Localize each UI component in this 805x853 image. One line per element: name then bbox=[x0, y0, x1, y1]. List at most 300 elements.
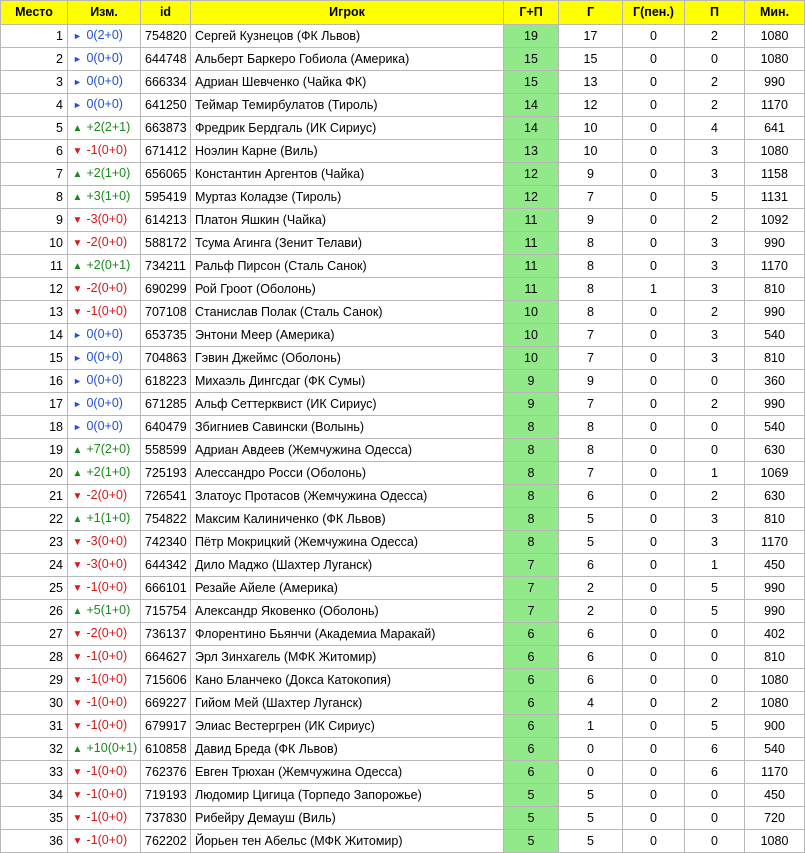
player-cell[interactable]: Платон Яшкин (Чайка) bbox=[191, 209, 504, 232]
goals-plus-assists-cell: 11 bbox=[504, 278, 559, 301]
id-cell: 704863 bbox=[141, 347, 191, 370]
penalty-goals-cell: 0 bbox=[623, 439, 685, 462]
id-cell: 725193 bbox=[141, 462, 191, 485]
minutes-cell: 810 bbox=[745, 508, 805, 531]
minutes-cell: 1131 bbox=[745, 186, 805, 209]
header-minutes[interactable]: Мин. bbox=[745, 1, 805, 25]
change-indicator bbox=[72, 255, 130, 277]
minutes-cell: 1080 bbox=[745, 140, 805, 163]
change-indicator bbox=[72, 485, 127, 507]
arrow-up-icon: ▲ bbox=[72, 169, 83, 180]
player-cell[interactable]: Теймар Темирбулатов (Тироль) bbox=[191, 94, 504, 117]
minutes-cell: 990 bbox=[745, 71, 805, 94]
minutes-cell: 1158 bbox=[745, 163, 805, 186]
table-row bbox=[1, 646, 805, 669]
goals-cell: 7 bbox=[559, 324, 623, 347]
table-row bbox=[1, 738, 805, 761]
place-cell: 8 bbox=[1, 186, 68, 209]
penalty-goals-cell: 0 bbox=[623, 186, 685, 209]
player-cell[interactable]: Константин Аргентов (Чайка) bbox=[191, 163, 504, 186]
goals-cell: 15 bbox=[559, 48, 623, 71]
goals-cell: 0 bbox=[559, 738, 623, 761]
player-cell[interactable]: Йорьен тен Абельс (МФК Житомир) bbox=[191, 830, 504, 853]
place-cell: 6 bbox=[1, 140, 68, 163]
goals-plus-assists-cell: 12 bbox=[504, 163, 559, 186]
goals-cell: 9 bbox=[559, 209, 623, 232]
change-cell bbox=[68, 416, 141, 439]
player-cell[interactable]: Элиас Вестергрен (ИК Сириус) bbox=[191, 715, 504, 738]
table-row bbox=[1, 393, 805, 416]
minutes-cell: 540 bbox=[745, 324, 805, 347]
table-row bbox=[1, 416, 805, 439]
goals-cell: 5 bbox=[559, 830, 623, 853]
header-change[interactable]: Изм. bbox=[68, 1, 141, 25]
assists-cell: 0 bbox=[685, 669, 745, 692]
change-value: -1(0+0) bbox=[86, 649, 128, 663]
penalty-goals-cell: 0 bbox=[623, 25, 685, 48]
place-cell: 2 bbox=[1, 48, 68, 71]
minutes-cell: 1080 bbox=[745, 669, 805, 692]
goals-plus-assists-cell: 11 bbox=[504, 255, 559, 278]
place-cell: 19 bbox=[1, 439, 68, 462]
goals-plus-assists-cell: 19 bbox=[504, 25, 559, 48]
id-cell: 726541 bbox=[141, 485, 191, 508]
player-cell[interactable]: Фредрик Бердгаль (ИК Сириус) bbox=[191, 117, 504, 140]
player-cell[interactable]: Кано Бланчеко (Докса Катокопия) bbox=[191, 669, 504, 692]
player-cell[interactable]: Альберт Баркеро Гобиола (Америка) bbox=[191, 48, 504, 71]
change-value: 0(0+0) bbox=[86, 396, 123, 410]
id-cell: 715606 bbox=[141, 669, 191, 692]
id-cell: 690299 bbox=[141, 278, 191, 301]
assists-cell: 0 bbox=[685, 646, 745, 669]
player-cell[interactable]: Златоус Протасов (Жемчужина Одесса) bbox=[191, 485, 504, 508]
player-cell[interactable]: Резайе Айеле (Америка) bbox=[191, 577, 504, 600]
place-cell: 28 bbox=[1, 646, 68, 669]
goals-plus-assists-cell: 6 bbox=[504, 669, 559, 692]
change-cell bbox=[68, 669, 141, 692]
header-assists[interactable]: П bbox=[685, 1, 745, 25]
table-row bbox=[1, 71, 805, 94]
minutes-cell: 720 bbox=[745, 807, 805, 830]
change-cell bbox=[68, 738, 141, 761]
penalty-goals-cell: 0 bbox=[623, 623, 685, 646]
change-value: 0(0+0) bbox=[86, 74, 123, 88]
change-cell bbox=[68, 140, 141, 163]
change-cell bbox=[68, 186, 141, 209]
minutes-cell: 1080 bbox=[745, 830, 805, 853]
goals-cell: 6 bbox=[559, 485, 623, 508]
id-cell: 715754 bbox=[141, 600, 191, 623]
assists-cell: 1 bbox=[685, 554, 745, 577]
player-cell[interactable]: Давид Бреда (ФК Львов) bbox=[191, 738, 504, 761]
table-row bbox=[1, 531, 805, 554]
player-cell[interactable]: Рибейру Демауш (Виль) bbox=[191, 807, 504, 830]
player-cell[interactable]: Тсума Агинга (Зенит Телави) bbox=[191, 232, 504, 255]
assists-cell: 2 bbox=[685, 94, 745, 117]
change-indicator bbox=[72, 324, 123, 346]
goals-cell: 4 bbox=[559, 692, 623, 715]
assists-cell: 3 bbox=[685, 508, 745, 531]
table-row bbox=[1, 807, 805, 830]
penalty-goals-cell: 0 bbox=[623, 232, 685, 255]
goals-cell: 8 bbox=[559, 416, 623, 439]
change-indicator bbox=[72, 646, 127, 668]
change-value: +2(1+0) bbox=[86, 166, 131, 180]
goals-plus-assists-cell: 6 bbox=[504, 623, 559, 646]
arrow-down-icon: ▼ bbox=[72, 307, 83, 318]
arrow-right-icon: ► bbox=[73, 100, 82, 110]
arrow-down-icon: ▼ bbox=[72, 491, 83, 502]
goals-plus-assists-cell: 10 bbox=[504, 324, 559, 347]
penalty-goals-cell: 0 bbox=[623, 531, 685, 554]
change-indicator bbox=[72, 692, 127, 714]
change-cell bbox=[68, 48, 141, 71]
change-value: -1(0+0) bbox=[86, 580, 128, 594]
change-cell bbox=[68, 830, 141, 853]
change-indicator bbox=[72, 830, 127, 852]
header-goals[interactable]: Г bbox=[559, 1, 623, 25]
goals-cell: 8 bbox=[559, 301, 623, 324]
penalty-goals-cell: 0 bbox=[623, 761, 685, 784]
arrow-down-icon: ▼ bbox=[72, 560, 83, 571]
table-row bbox=[1, 669, 805, 692]
place-cell: 3 bbox=[1, 71, 68, 94]
goals-cell: 8 bbox=[559, 439, 623, 462]
arrow-right-icon: ► bbox=[73, 422, 82, 432]
change-indicator bbox=[72, 531, 127, 553]
change-value: -3(0+0) bbox=[86, 212, 128, 226]
goals-cell: 5 bbox=[559, 807, 623, 830]
change-cell bbox=[68, 71, 141, 94]
change-indicator bbox=[72, 761, 127, 783]
goals-plus-assists-cell: 11 bbox=[504, 232, 559, 255]
change-indicator bbox=[72, 186, 130, 208]
place-cell: 25 bbox=[1, 577, 68, 600]
change-cell bbox=[68, 25, 141, 48]
penalty-goals-cell: 0 bbox=[623, 94, 685, 117]
goals-plus-assists-cell: 10 bbox=[504, 301, 559, 324]
penalty-goals-cell: 0 bbox=[623, 462, 685, 485]
goals-cell: 5 bbox=[559, 784, 623, 807]
place-cell: 32 bbox=[1, 738, 68, 761]
arrow-right-icon: ► bbox=[73, 353, 82, 363]
player-cell[interactable]: Рой Гроот (Оболонь) bbox=[191, 278, 504, 301]
goals-plus-assists-cell: 8 bbox=[504, 508, 559, 531]
table-row bbox=[1, 623, 805, 646]
player-cell[interactable]: Альф Сеттерквист (ИК Сириус) bbox=[191, 393, 504, 416]
change-indicator bbox=[72, 140, 127, 162]
arrow-down-icon: ▼ bbox=[72, 698, 83, 709]
goals-plus-assists-cell: 6 bbox=[504, 692, 559, 715]
table-row bbox=[1, 692, 805, 715]
table-row bbox=[1, 255, 805, 278]
assists-cell: 0 bbox=[685, 48, 745, 71]
id-cell: 754822 bbox=[141, 508, 191, 531]
id-cell: 719193 bbox=[141, 784, 191, 807]
goals-cell: 6 bbox=[559, 623, 623, 646]
id-cell: 663873 bbox=[141, 117, 191, 140]
id-cell: 653735 bbox=[141, 324, 191, 347]
change-indicator bbox=[72, 577, 127, 599]
id-cell: 707108 bbox=[141, 301, 191, 324]
goals-plus-assists-cell: 5 bbox=[504, 784, 559, 807]
goals-plus-assists-cell: 8 bbox=[504, 485, 559, 508]
table-row bbox=[1, 278, 805, 301]
player-cell[interactable]: Сергей Кузнецов (ФК Львов) bbox=[191, 25, 504, 48]
minutes-cell: 402 bbox=[745, 623, 805, 646]
place-cell: 20 bbox=[1, 462, 68, 485]
arrow-right-icon: ► bbox=[73, 376, 82, 386]
goals-cell: 10 bbox=[559, 140, 623, 163]
arrow-down-icon: ▼ bbox=[72, 767, 83, 778]
player-cell[interactable]: Гийом Мей (Шахтер Луганск) bbox=[191, 692, 504, 715]
penalty-goals-cell: 0 bbox=[623, 646, 685, 669]
change-indicator bbox=[72, 416, 123, 438]
assists-cell: 3 bbox=[685, 531, 745, 554]
goals-cell: 6 bbox=[559, 554, 623, 577]
place-cell: 11 bbox=[1, 255, 68, 278]
change-indicator bbox=[72, 554, 127, 576]
penalty-goals-cell: 0 bbox=[623, 416, 685, 439]
id-cell: 644748 bbox=[141, 48, 191, 71]
assists-cell: 0 bbox=[685, 439, 745, 462]
player-cell[interactable]: Флорентино Бьянчи (Академиа Маракай) bbox=[191, 623, 504, 646]
player-cell[interactable]: Ральф Пирсон (Сталь Санок) bbox=[191, 255, 504, 278]
assists-cell: 0 bbox=[685, 623, 745, 646]
player-cell[interactable]: Адриан Шевченко (Чайка ФК) bbox=[191, 71, 504, 94]
assists-cell: 3 bbox=[685, 347, 745, 370]
arrow-up-icon: ▲ bbox=[72, 606, 83, 617]
goals-cell: 6 bbox=[559, 646, 623, 669]
player-cell[interactable]: Алессандро Росси (Оболонь) bbox=[191, 462, 504, 485]
arrow-down-icon: ▼ bbox=[72, 146, 83, 157]
change-cell bbox=[68, 577, 141, 600]
player-cell[interactable]: Эрл Зинхагель (МФК Житомир) bbox=[191, 646, 504, 669]
arrow-down-icon: ▼ bbox=[72, 238, 83, 249]
change-indicator bbox=[72, 784, 127, 806]
table-row bbox=[1, 347, 805, 370]
id-cell: 588172 bbox=[141, 232, 191, 255]
change-value: +7(2+0) bbox=[86, 442, 131, 456]
place-cell: 9 bbox=[1, 209, 68, 232]
header-row bbox=[1, 1, 805, 25]
change-value: -1(0+0) bbox=[86, 810, 128, 824]
arrow-down-icon: ▼ bbox=[72, 284, 83, 295]
id-cell: 671412 bbox=[141, 140, 191, 163]
change-indicator bbox=[72, 508, 130, 530]
place-cell: 35 bbox=[1, 807, 68, 830]
goals-plus-assists-cell: 8 bbox=[504, 439, 559, 462]
penalty-goals-cell: 0 bbox=[623, 554, 685, 577]
change-cell bbox=[68, 94, 141, 117]
table-row bbox=[1, 761, 805, 784]
header-goals-plus-assists[interactable]: Г+П bbox=[504, 1, 559, 25]
id-cell: 669227 bbox=[141, 692, 191, 715]
player-cell[interactable]: Людомир Цигица (Торпедо Запорожье) bbox=[191, 784, 504, 807]
change-cell bbox=[68, 393, 141, 416]
arrow-down-icon: ▼ bbox=[72, 537, 83, 548]
change-cell bbox=[68, 117, 141, 140]
table-row bbox=[1, 462, 805, 485]
place-cell: 30 bbox=[1, 692, 68, 715]
goals-plus-assists-cell: 7 bbox=[504, 554, 559, 577]
change-cell bbox=[68, 715, 141, 738]
assists-cell: 6 bbox=[685, 738, 745, 761]
change-indicator bbox=[72, 347, 123, 369]
place-cell: 18 bbox=[1, 416, 68, 439]
change-indicator bbox=[72, 48, 123, 70]
player-cell[interactable]: Дило Маджо (Шахтер Луганск) bbox=[191, 554, 504, 577]
change-value: -2(0+0) bbox=[86, 626, 128, 640]
goals-cell: 10 bbox=[559, 117, 623, 140]
player-cell[interactable]: Муртаз Коладзе (Тироль) bbox=[191, 186, 504, 209]
header-place[interactable]: Место bbox=[1, 1, 68, 25]
goals-cell: 7 bbox=[559, 462, 623, 485]
goals-plus-assists-cell: 12 bbox=[504, 186, 559, 209]
assists-cell: 5 bbox=[685, 186, 745, 209]
penalty-goals-cell: 0 bbox=[623, 692, 685, 715]
id-cell: 640479 bbox=[141, 416, 191, 439]
minutes-cell: 1170 bbox=[745, 761, 805, 784]
arrow-up-icon: ▲ bbox=[72, 261, 83, 272]
change-value: +3(1+0) bbox=[86, 189, 131, 203]
assists-cell: 0 bbox=[685, 370, 745, 393]
id-cell: 679917 bbox=[141, 715, 191, 738]
place-cell: 13 bbox=[1, 301, 68, 324]
id-cell: 671285 bbox=[141, 393, 191, 416]
change-cell bbox=[68, 554, 141, 577]
penalty-goals-cell: 0 bbox=[623, 209, 685, 232]
assists-cell: 3 bbox=[685, 324, 745, 347]
player-cell[interactable]: Пётр Мокрицкий (Жемчужина Одесса) bbox=[191, 531, 504, 554]
arrow-up-icon: ▲ bbox=[72, 514, 83, 525]
goals-plus-assists-cell: 10 bbox=[504, 347, 559, 370]
goals-plus-assists-cell: 11 bbox=[504, 209, 559, 232]
goals-cell: 6 bbox=[559, 669, 623, 692]
change-indicator bbox=[72, 600, 130, 622]
assists-cell: 0 bbox=[685, 416, 745, 439]
table-row bbox=[1, 163, 805, 186]
place-cell: 34 bbox=[1, 784, 68, 807]
arrow-down-icon: ▼ bbox=[72, 790, 83, 801]
id-cell: 614213 bbox=[141, 209, 191, 232]
change-value: 0(0+0) bbox=[86, 51, 123, 65]
arrow-down-icon: ▼ bbox=[72, 675, 83, 686]
place-cell: 26 bbox=[1, 600, 68, 623]
change-indicator bbox=[72, 94, 123, 116]
change-indicator bbox=[72, 462, 130, 484]
penalty-goals-cell: 0 bbox=[623, 347, 685, 370]
goals-cell: 7 bbox=[559, 393, 623, 416]
player-cell[interactable]: Михаэль Дингсдаг (ФК Сумы) bbox=[191, 370, 504, 393]
id-cell: 762202 bbox=[141, 830, 191, 853]
header-id[interactable]: id bbox=[141, 1, 191, 25]
penalty-goals-cell: 0 bbox=[623, 163, 685, 186]
player-cell[interactable]: Гэвин Джеймс (Оболонь) bbox=[191, 347, 504, 370]
goals-cell: 17 bbox=[559, 25, 623, 48]
goals-cell: 1 bbox=[559, 715, 623, 738]
table-row bbox=[1, 48, 805, 71]
change-value: -3(0+0) bbox=[86, 534, 128, 548]
arrow-up-icon: ▲ bbox=[72, 468, 83, 479]
assists-cell: 2 bbox=[685, 692, 745, 715]
goals-plus-assists-cell: 6 bbox=[504, 646, 559, 669]
goals-plus-assists-cell: 7 bbox=[504, 577, 559, 600]
table-row bbox=[1, 577, 805, 600]
penalty-goals-cell: 0 bbox=[623, 784, 685, 807]
id-cell: 754820 bbox=[141, 25, 191, 48]
player-cell[interactable]: Александр Яковенко (Оболонь) bbox=[191, 600, 504, 623]
minutes-cell: 450 bbox=[745, 784, 805, 807]
minutes-cell: 540 bbox=[745, 416, 805, 439]
goals-plus-assists-cell: 9 bbox=[504, 393, 559, 416]
arrow-up-icon: ▲ bbox=[72, 192, 83, 203]
goals-cell: 2 bbox=[559, 577, 623, 600]
penalty-goals-cell: 0 bbox=[623, 301, 685, 324]
goals-plus-assists-cell: 8 bbox=[504, 531, 559, 554]
arrow-right-icon: ► bbox=[73, 77, 82, 87]
place-cell: 10 bbox=[1, 232, 68, 255]
change-value: 0(0+0) bbox=[86, 327, 123, 341]
minutes-cell: 810 bbox=[745, 347, 805, 370]
player-cell[interactable]: Станислав Полак (Сталь Санок) bbox=[191, 301, 504, 324]
table-row bbox=[1, 485, 805, 508]
goals-plus-assists-cell: 14 bbox=[504, 117, 559, 140]
header-player[interactable]: Игрок bbox=[191, 1, 504, 25]
assists-cell: 1 bbox=[685, 462, 745, 485]
change-value: -2(0+0) bbox=[86, 235, 128, 249]
table-row bbox=[1, 370, 805, 393]
change-indicator bbox=[72, 71, 123, 93]
minutes-cell: 990 bbox=[745, 301, 805, 324]
change-cell bbox=[68, 646, 141, 669]
player-cell[interactable]: Збигниев Савински (Волынь) bbox=[191, 416, 504, 439]
player-cell[interactable]: Максим Калиниченко (ФК Львов) bbox=[191, 508, 504, 531]
change-value: -1(0+0) bbox=[86, 833, 128, 847]
change-indicator bbox=[72, 117, 130, 139]
header-penalty-goals[interactable]: Г(пен.) bbox=[623, 1, 685, 25]
arrow-up-icon: ▲ bbox=[72, 744, 83, 755]
id-cell: 618223 bbox=[141, 370, 191, 393]
id-cell: 558599 bbox=[141, 439, 191, 462]
table-row bbox=[1, 209, 805, 232]
goals-plus-assists-cell: 9 bbox=[504, 370, 559, 393]
id-cell: 736137 bbox=[141, 623, 191, 646]
place-cell: 22 bbox=[1, 508, 68, 531]
change-value: 0(2+0) bbox=[86, 28, 123, 42]
place-cell: 12 bbox=[1, 278, 68, 301]
change-indicator bbox=[72, 209, 127, 231]
id-cell: 644342 bbox=[141, 554, 191, 577]
table-row bbox=[1, 324, 805, 347]
change-value: 0(0+0) bbox=[86, 350, 123, 364]
place-cell: 1 bbox=[1, 25, 68, 48]
id-cell: 656065 bbox=[141, 163, 191, 186]
arrow-right-icon: ► bbox=[73, 54, 82, 64]
change-value: -1(0+0) bbox=[86, 695, 128, 709]
player-cell[interactable]: Евген Трюхан (Жемчужина Одесса) bbox=[191, 761, 504, 784]
assists-cell: 3 bbox=[685, 278, 745, 301]
change-value: +2(0+1) bbox=[86, 258, 131, 272]
player-cell[interactable]: Энтони Меер (Америка) bbox=[191, 324, 504, 347]
minutes-cell: 1080 bbox=[745, 692, 805, 715]
player-cell[interactable]: Ноэлин Карне (Виль) bbox=[191, 140, 504, 163]
player-cell[interactable]: Адриан Авдеев (Жемчужина Одесса) bbox=[191, 439, 504, 462]
penalty-goals-cell: 0 bbox=[623, 715, 685, 738]
goals-cell: 12 bbox=[559, 94, 623, 117]
change-value: -1(0+0) bbox=[86, 764, 128, 778]
change-cell bbox=[68, 255, 141, 278]
